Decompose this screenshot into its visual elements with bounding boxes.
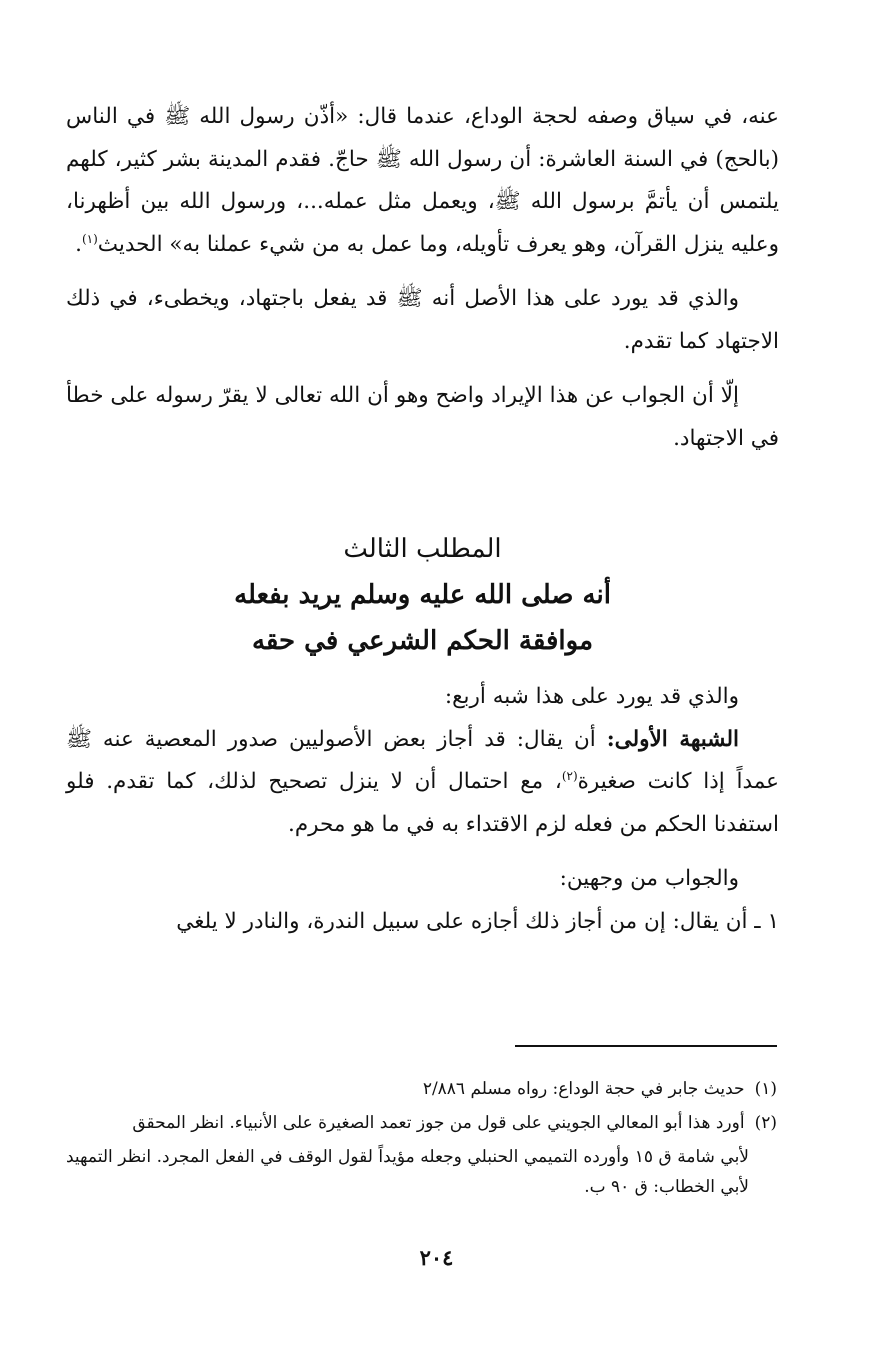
footnote-2-text: أورد هذا أبو المعالي الجويني على قول من جوز تعمد الصغيرة على الأنبياء. انظر المحقق <box>132 1113 745 1133</box>
section-title-line-2: موافقة الحكم الشرعي في حقه <box>251 626 594 656</box>
footnote-ref-2[interactable]: (٢) <box>561 768 578 783</box>
section-label: المطلب الثالث <box>343 534 502 564</box>
paragraph-hadith <box>66 96 779 266</box>
footnote-1-text: حديث جابر في حجة الوداع: رواه مسلم ٢/٨٨٦ <box>422 1079 745 1099</box>
footnote-1-number: (١) <box>754 1079 777 1099</box>
first-doubt-text-b: ، مع احتمال أن لا ينزل تصحيح لذلك، كما تقدم. فلو استفدنا الحكم من فعله لزم الاقتداء به في ما هو محرم. <box>66 769 779 837</box>
first-doubt-text-a: أن يقال: قد أجاز بعض الأصوليين صدور المعصية عنه ﷺ عمداً إذا كانت صغيرة <box>66 726 779 794</box>
footnote-2-continued: لأبي شامة ق ١٥ وأورده التميمي الحنبلي وجعله مؤيداً لقول الوقف في الفعل المجرد. انظر التمهيد لأبي الخطاب: ق ٩٠ ب. <box>66 1147 749 1197</box>
footnote-2 <box>66 1108 777 1138</box>
paragraph-hadith-end: . <box>75 231 82 257</box>
footnotes <box>66 1074 777 1206</box>
footnote-2-number: (٢) <box>754 1113 777 1133</box>
footnote-ref-1[interactable]: (١) <box>81 231 98 246</box>
paragraph-first-doubt <box>66 719 779 847</box>
section-title-line-1: أنه صلى الله عليه وسلم يريد بفعله <box>234 580 611 610</box>
first-doubt-label: الشبهة الأولى: <box>606 726 740 752</box>
paragraph-objection: والذي قد يورد على هذا الأصل أنه ﷺ قد يفعل باجتهاد، ويخطىء، في ذلك الاجتهاد كما تقدم. <box>66 286 779 354</box>
paragraph-answer: إلّا أن الجواب عن هذا الإيراد واضح وهو أن الله تعالى لا يقرّ رسوله على خطأ في الاجتهاد. <box>66 383 779 451</box>
footnote-divider <box>515 1045 777 1047</box>
paragraph-answer-1: ١ ـ أن يقال: إن من أجاز ذلك أجازه على سبيل الندرة، والنادر لا يلغي <box>176 908 779 934</box>
section-heading <box>66 526 779 664</box>
footnote-1 <box>66 1074 777 1104</box>
page-number: ٢٠٤ <box>419 1245 454 1270</box>
paragraph-intro-doubts: والذي قد يورد على هذا شبه أربع: <box>444 684 739 709</box>
paragraph-answer-intro: والجواب من وجهين: <box>559 866 739 891</box>
paragraph-hadith-text: عنه، في سياق وصفه لحجة الوداع، عندما قال: «أذّن رسول الله ﷺ في الناس (بالحج) في السنة العاشرة: أن رسول الله ﷺ حاجّ. فقدم المدينة بشر كثير، كلهم يلتمس أن يأتمَّ برسول الله ﷺ، ويعمل مثل عمله...، ورسول الله بين أظهرنا، وعليه ينزل القرآن، وهو يعرف تأويله، وما عمل به من شيء عملنا به» الحديث <box>66 104 779 257</box>
